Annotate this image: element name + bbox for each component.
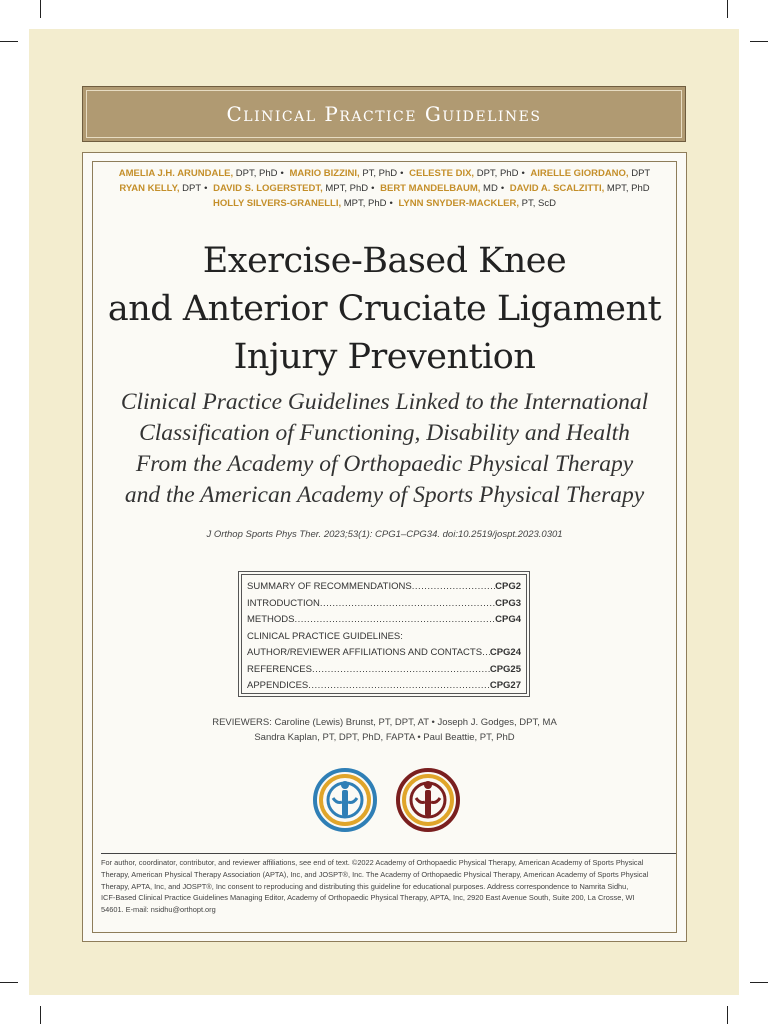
reviewers (83, 715, 686, 745)
reviewers-line: REVIEWERS: Caroline (Lewis) Brunst, PT, DPT, AT • Joseph J. Godges, DPT, MA (212, 717, 557, 728)
author-credentials: MPT, PhD (606, 183, 650, 194)
footer-line: For author, coordinator, contributor, and reviewer affiliations, see end of text. ©2022 Academy of Orthopaedic Physical Therapy, American Academy of Sports Physical (101, 858, 644, 867)
crop-mark (727, 1006, 728, 1024)
toc-label: SUMMARY OF RECOMMENDATIONS (247, 581, 412, 592)
footer-line: Therapy, American Physical Therapy Association (APTA), Inc, and JOSPT®, Inc. The Academy of Orthopaedic Physical Therapy, American Academy of Sports Physical (101, 869, 649, 879)
crop-mark (750, 982, 768, 983)
toc-entry[interactable] (247, 678, 521, 695)
subtitle-line: From the Academy of Orthopaedic Physical Therapy (135, 451, 634, 477)
toc-list (247, 579, 521, 695)
subtitle-line: Classification of Functioning, Disability and Health (139, 420, 630, 446)
separator: • (371, 183, 375, 194)
subtitle-line: Clinical Practice Guidelines Linked to the International (120, 389, 649, 415)
toc-leader (312, 662, 490, 679)
toc-label: INTRODUCTION (247, 597, 320, 609)
toc-entry[interactable] (247, 596, 521, 613)
author-name: DAVID S. LOGERSTEDT, (213, 183, 323, 194)
author-line (83, 181, 686, 196)
toc-leader (482, 645, 490, 662)
title-line: Exercise-Based Knee (202, 241, 567, 281)
document-title (83, 237, 686, 381)
crop-mark (0, 982, 18, 983)
author-credentials: PT, ScD (521, 198, 556, 209)
toc-entry[interactable] (247, 579, 521, 596)
crop-mark (40, 1006, 41, 1024)
author-credentials: DPT, PhD (235, 168, 278, 179)
document-subtitle (83, 387, 686, 511)
toc-section-heading (247, 629, 521, 646)
author-credentials: MPT, PhD (325, 183, 369, 194)
author-name: DAVID A. SCALZITTI, (509, 183, 605, 194)
toc-entry[interactable] (247, 645, 521, 662)
toc-entry[interactable] (247, 612, 521, 629)
author-line (83, 196, 686, 211)
author-name: AMELIA J.H. ARUNDALE, (118, 168, 234, 179)
author-name: MARIO BIZZINI, (289, 168, 360, 179)
content-frame (82, 152, 687, 942)
separator: • (521, 168, 525, 179)
separator: • (280, 168, 284, 179)
footer-note (101, 857, 672, 916)
toc-entry[interactable] (247, 662, 521, 679)
author-name: LYNN SNYDER-MACKLER, (398, 198, 520, 209)
reviewers-line: Sandra Kaplan, PT, DPT, PhD, FAPTA • Paul Beattie, PT, PhD (254, 732, 515, 743)
toc-page: CPG24 (489, 647, 521, 658)
author-credentials: PT, PhD (362, 168, 398, 179)
separator: • (400, 168, 404, 179)
toc-label: CLINICAL PRACTICE GUIDELINES: (247, 630, 403, 642)
author-credentials: DPT, PhD (476, 168, 519, 179)
toc-leader (412, 579, 495, 596)
footer-divider (101, 853, 676, 854)
toc-label: APPENDICES (247, 680, 309, 691)
toc-label: REFERENCES (247, 663, 312, 675)
aopt-logo-icon (313, 768, 377, 832)
toc-leader (308, 678, 490, 695)
toc-leader (295, 612, 496, 629)
aaspt-logo-icon (396, 768, 460, 832)
author-name: AIRELLE GIORDANO, (530, 168, 629, 179)
separator: • (204, 183, 208, 194)
toc-page: CPG25 (489, 663, 521, 675)
author-name: RYAN KELLY, (119, 183, 180, 194)
author-line (83, 166, 686, 181)
toc-page: CPG27 (489, 680, 521, 691)
author-name: HOLLY SILVERS-GRANELLI, (213, 198, 342, 209)
footer-line: Therapy, APTA, Inc, and JOSPT®, Inc consent to reproducing and distributing this guideline for educational purposes. Address correspondence to Namrita Sidhu, (101, 881, 629, 891)
header-banner (82, 86, 686, 142)
separator: • (500, 183, 505, 194)
toc-page: CPG3 (495, 597, 521, 609)
title-line: and Anterior Cruciate Ligament (107, 289, 662, 329)
toc-page: CPG2 (495, 581, 521, 592)
crop-mark (0, 41, 18, 42)
author-list (83, 166, 686, 211)
author-credentials: MPT, PhD (343, 198, 387, 209)
toc-leader (320, 596, 495, 613)
author-credentials: DPT (631, 168, 651, 179)
banner-title: Clinical Practice Guidelines (226, 102, 542, 126)
toc-page: CPG4 (495, 614, 521, 625)
title-line: Injury Prevention (233, 337, 536, 377)
separator: • (389, 198, 393, 209)
crop-mark (750, 41, 768, 42)
crop-mark (40, 0, 41, 18)
author-name: CELESTE DIX, (409, 168, 475, 179)
author-name: BERT MANDELBAUM, (380, 183, 481, 194)
toc-label: AUTHOR/REVIEWER AFFILIATIONS AND CONTACTS (247, 647, 483, 658)
footer-line: ICF-Based Clinical Practice Guidelines Managing Editor, Academy of Orthopaedic Physical Therapy, APTA, Inc, 2920 East Avenue South, Suite 200, La Crosse, WI (101, 893, 635, 903)
table-of-contents (238, 571, 530, 697)
footer-line: 54601. E-mail: nsidhu@orthopt.org (101, 905, 216, 915)
toc-label: METHODS (247, 614, 295, 625)
citation: J Orthop Sports Phys Ther. 2023;53(1): CPG1–CPG34. doi:10.2519/jospt.2023.0301 (206, 529, 563, 540)
subtitle-line: and the American Academy of Sports Physical Therapy (124, 482, 645, 508)
author-credentials: MD (483, 183, 498, 194)
crop-mark (727, 0, 728, 18)
author-credentials: DPT (182, 183, 202, 194)
